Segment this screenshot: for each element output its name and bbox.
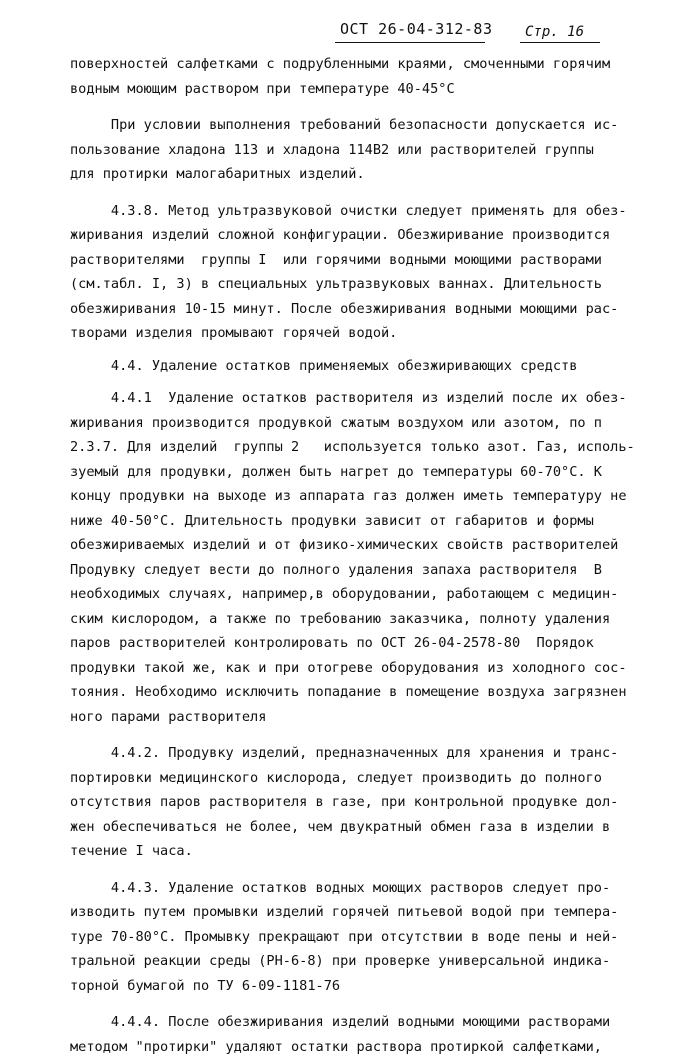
- paragraph-line: При условии выполнения требований безопасности допускается ис-: [70, 113, 660, 138]
- page-number-rule: [520, 42, 600, 43]
- document-code: ОСТ 26-04-312-83: [340, 20, 493, 38]
- header-rule: [335, 42, 485, 43]
- document-body: [70, 52, 660, 1059]
- paragraph-line: 4.3.8. Метод ультразвуковой очистки следует применять для обез-: [70, 199, 660, 224]
- paragraph-line: обезжириваемых изделий и от физико-химических свойств растворителей: [70, 533, 660, 558]
- paragraph-line: пользование хладона 113 и хладона 114В2 или растворителей группы: [70, 138, 660, 163]
- paragraph-line: методом "протирки" удаляют остатки раствора протиркой салфетками,: [70, 1035, 660, 1059]
- paragraph-line: для протирки малогабаритных изделий.: [70, 162, 660, 187]
- paragraph-line: ниже 40-50°С. Длительность продувки зависит от габаритов и формы: [70, 509, 660, 534]
- paragraph-line: творами изделия промывают горячей водой.: [70, 321, 660, 346]
- paragraph-line: 4.4.3. Удаление остатков водных моющих растворов следует про-: [70, 876, 660, 901]
- paragraph-line: 4.4.2. Продувку изделий, предназначенных для хранения и транс-: [70, 741, 660, 766]
- paragraph-line: необходимых случаях, например,в оборудовании, работающем с медицин-: [70, 582, 660, 607]
- paragraph-line: ного парами растворителя: [70, 705, 660, 730]
- paragraph-line: концу продувки на выходе из аппарата газ должен иметь температуру не: [70, 484, 660, 509]
- paragraph-line: тральной реакции среды (РН-6-8) при проверке универсальной индика-: [70, 949, 660, 974]
- paragraph-line: ским кислородом, а также по требованию заказчика, полноту удаления: [70, 607, 660, 632]
- paragraph-line: жиривания изделий сложной конфигурации. Обезжиривание производится: [70, 223, 660, 248]
- paragraph-line: портировки медицинского кислорода, следует производить до полного: [70, 766, 660, 791]
- paragraph-line: 2.3.7. Для изделий группы 2 используется только азот. Газ, исполь-: [70, 435, 660, 460]
- paragraph-line: течение I часа.: [70, 839, 660, 864]
- section-heading: 4.4. Удаление остатков применяемых обезжиривающих средств: [70, 354, 660, 379]
- paragraph-line: паров растворителей контролировать по ОСТ 26-04-2578-80 Порядок: [70, 631, 660, 656]
- paragraph-line: жен обеспечиваться не более, чем двукратный обмен газа в изделии в: [70, 815, 660, 840]
- paragraph-line: водным моющим раствором при температуре 40-45°С: [70, 77, 660, 102]
- paragraph-line: зуемый для продувки, должен быть нагрет до температуры 60-70°С. К: [70, 460, 660, 485]
- paragraph-line: растворителями группы I или горячими водными моющими растворами: [70, 248, 660, 273]
- paragraph-line: изводить путем промывки изделий горячей питьевой водой при темпера-: [70, 900, 660, 925]
- paragraph-line: 4.4.1 Удаление остатков растворителя из изделий после их обез-: [70, 386, 660, 411]
- paragraph-line: (см.табл. I, 3) в специальных ультразвуковых ваннах. Длительность: [70, 272, 660, 297]
- paragraph-line: поверхностей салфетками с подрубленными краями, смоченными горячим: [70, 52, 660, 77]
- paragraph-line: тояния. Необходимо исключить попадание в помещение воздуха загрязнен: [70, 680, 660, 705]
- paragraph-line: Продувку следует вести до полного удаления запаха растворителя В: [70, 558, 660, 583]
- paragraph-line: отсутствия паров растворителя в газе, при контрольной продувке дол-: [70, 790, 660, 815]
- paragraph-line: продувки такой же, как и при отогреве оборудования из холодного сос-: [70, 656, 660, 681]
- paragraph-line: туре 70-80°С. Промывку прекращают при отсутствии в воде пены и ней-: [70, 925, 660, 950]
- paragraph-line: обезжиривания 10-15 минут. После обезжиривания водными моющими рас-: [70, 297, 660, 322]
- paragraph-line: торной бумагой по ТУ 6-09-1181-76: [70, 974, 660, 999]
- paragraph-line: 4.4.4. После обезжиривания изделий водными моющими растворами: [70, 1010, 660, 1035]
- page-number: Стр. 16: [525, 24, 584, 40]
- paragraph-line: жиривания производится продувкой сжатым воздухом или азотом, по п: [70, 411, 660, 436]
